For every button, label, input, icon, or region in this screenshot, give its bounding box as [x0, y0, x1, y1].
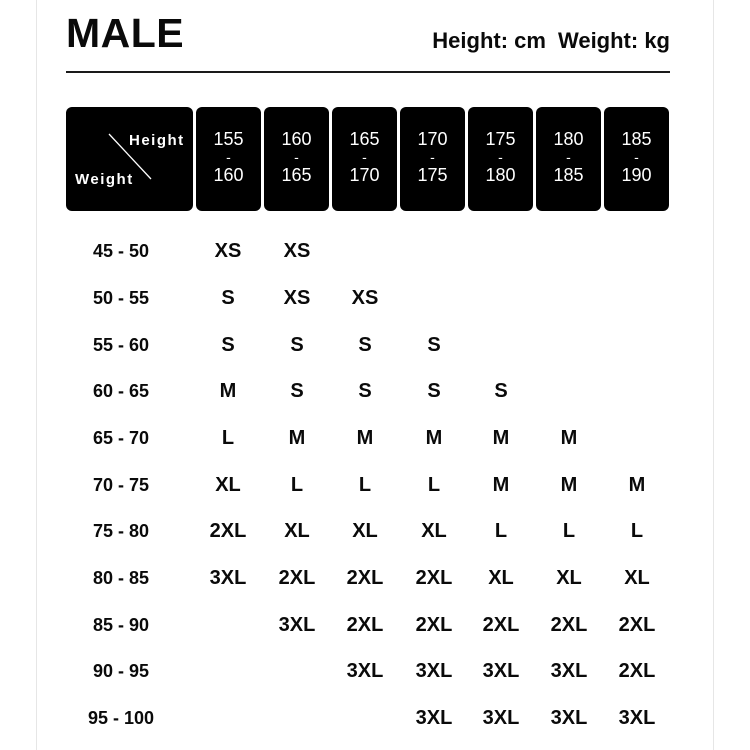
weight-range-label: 75 - 80: [92, 521, 150, 541]
table-row: [0, 238, 750, 268]
size-cell: M: [628, 474, 646, 496]
size-cell: XL: [488, 567, 514, 589]
height-range-bottom: 180: [485, 165, 516, 185]
size-cell: S: [290, 380, 304, 402]
diagonal-divider-icon: [66, 107, 193, 211]
size-cell: 2XL: [482, 614, 520, 636]
size-cell: 2XL: [209, 520, 247, 542]
weight-range-label: 95 - 100: [87, 708, 155, 728]
size-cell: 2XL: [550, 614, 588, 636]
size-cell: M: [288, 427, 306, 449]
table-row: [0, 285, 750, 315]
height-range-bottom: 185: [553, 165, 584, 185]
weight-range-label: 45 - 50: [92, 241, 150, 261]
size-cell: XL: [624, 567, 650, 589]
corner-weight-label: Weight: [75, 171, 134, 188]
size-cell: 3XL: [550, 707, 588, 729]
size-cell: S: [221, 287, 235, 309]
size-cell: 3XL: [209, 567, 247, 589]
size-cell: XS: [351, 287, 379, 309]
height-range-sep: -: [566, 149, 571, 165]
size-cell: 2XL: [346, 567, 384, 589]
table-row: [0, 472, 750, 502]
height-column-header: [468, 107, 533, 211]
size-cell: XL: [352, 520, 378, 542]
corner-height-label: Height: [129, 132, 185, 149]
table-row: [0, 378, 750, 408]
height-range-top: 170: [417, 129, 448, 149]
table-row: [0, 705, 750, 735]
size-cell: L: [221, 427, 235, 449]
height-range-bottom: 190: [621, 165, 652, 185]
size-cell: S: [494, 380, 508, 402]
table-row: [0, 425, 750, 455]
height-column-header: [400, 107, 465, 211]
height-range-sep: -: [226, 149, 231, 165]
height-column-header: [536, 107, 601, 211]
weight-range-label: 55 - 60: [92, 335, 150, 355]
size-cell: 3XL: [346, 660, 384, 682]
table-row: [0, 565, 750, 595]
size-cell: S: [290, 334, 304, 356]
size-cell: L: [427, 474, 441, 496]
height-range-sep: -: [430, 149, 435, 165]
size-cell: XS: [214, 240, 242, 262]
weight-range-label: 65 - 70: [92, 428, 150, 448]
height-range-top: 180: [553, 129, 584, 149]
height-range-bottom: 165: [281, 165, 312, 185]
size-cell: L: [494, 520, 508, 542]
size-cell: XL: [421, 520, 447, 542]
size-cell: L: [358, 474, 372, 496]
size-cell: M: [356, 427, 374, 449]
size-cell: S: [427, 334, 441, 356]
weight-range-label: 70 - 75: [92, 475, 150, 495]
size-cell: L: [630, 520, 644, 542]
size-cell: 3XL: [482, 707, 520, 729]
size-cell: 2XL: [346, 614, 384, 636]
weight-unit-label: Weight: kg: [557, 28, 670, 53]
table-row: [0, 612, 750, 642]
size-cell: S: [427, 380, 441, 402]
page-title: MALE: [66, 10, 185, 56]
weight-range-label: 50 - 55: [92, 288, 150, 308]
table-row: [0, 658, 750, 688]
height-column-header: [264, 107, 329, 211]
height-range-sep: -: [294, 149, 299, 165]
height-column-header: [196, 107, 261, 211]
size-cell: M: [560, 427, 578, 449]
size-cell: 2XL: [415, 614, 453, 636]
size-cell: 3XL: [415, 707, 453, 729]
size-cell: XL: [284, 520, 310, 542]
weight-range-label: 80 - 85: [92, 568, 150, 588]
corner-header-cell: [66, 107, 193, 211]
size-cell: 3XL: [415, 660, 453, 682]
height-range-top: 185: [621, 129, 652, 149]
weight-range-label: 85 - 90: [92, 615, 150, 635]
size-cell: 3XL: [482, 660, 520, 682]
title-divider: [66, 71, 670, 73]
height-range-sep: -: [498, 149, 503, 165]
size-cell: 2XL: [618, 614, 656, 636]
size-cell: S: [358, 380, 372, 402]
height-range-top: 160: [281, 129, 312, 149]
size-cell: M: [425, 427, 443, 449]
size-cell: M: [560, 474, 578, 496]
size-cell: S: [358, 334, 372, 356]
height-range-sep: -: [634, 149, 639, 165]
size-cell: M: [219, 380, 237, 402]
table-row: [0, 518, 750, 548]
size-cell: 3XL: [550, 660, 588, 682]
height-column-header: [332, 107, 397, 211]
table-row: [0, 332, 750, 362]
size-cell: L: [562, 520, 576, 542]
weight-range-label: 60 - 65: [92, 381, 150, 401]
height-range-top: 175: [485, 129, 516, 149]
height-range-top: 165: [349, 129, 380, 149]
size-cell: S: [221, 334, 235, 356]
size-cell: 2XL: [278, 567, 316, 589]
size-cell: 2XL: [415, 567, 453, 589]
height-column-header: [604, 107, 669, 211]
weight-range-label: 90 - 95: [92, 661, 150, 681]
size-cell: XL: [556, 567, 582, 589]
size-cell: 2XL: [618, 660, 656, 682]
height-range-bottom: 175: [417, 165, 448, 185]
size-cell: 3XL: [278, 614, 316, 636]
size-cell: L: [290, 474, 304, 496]
height-range-top: 155: [213, 129, 244, 149]
units-legend: [432, 28, 670, 54]
height-unit-label: Height: cm: [432, 28, 546, 53]
size-cell: 3XL: [618, 707, 656, 729]
size-table-header: [66, 107, 670, 211]
size-cell: M: [492, 474, 510, 496]
size-cell: M: [492, 427, 510, 449]
height-range-bottom: 160: [213, 165, 244, 185]
size-cell: XS: [283, 287, 311, 309]
height-range-sep: -: [362, 149, 367, 165]
height-range-bottom: 170: [349, 165, 380, 185]
size-cell: XL: [215, 474, 241, 496]
size-cell: XS: [283, 240, 311, 262]
